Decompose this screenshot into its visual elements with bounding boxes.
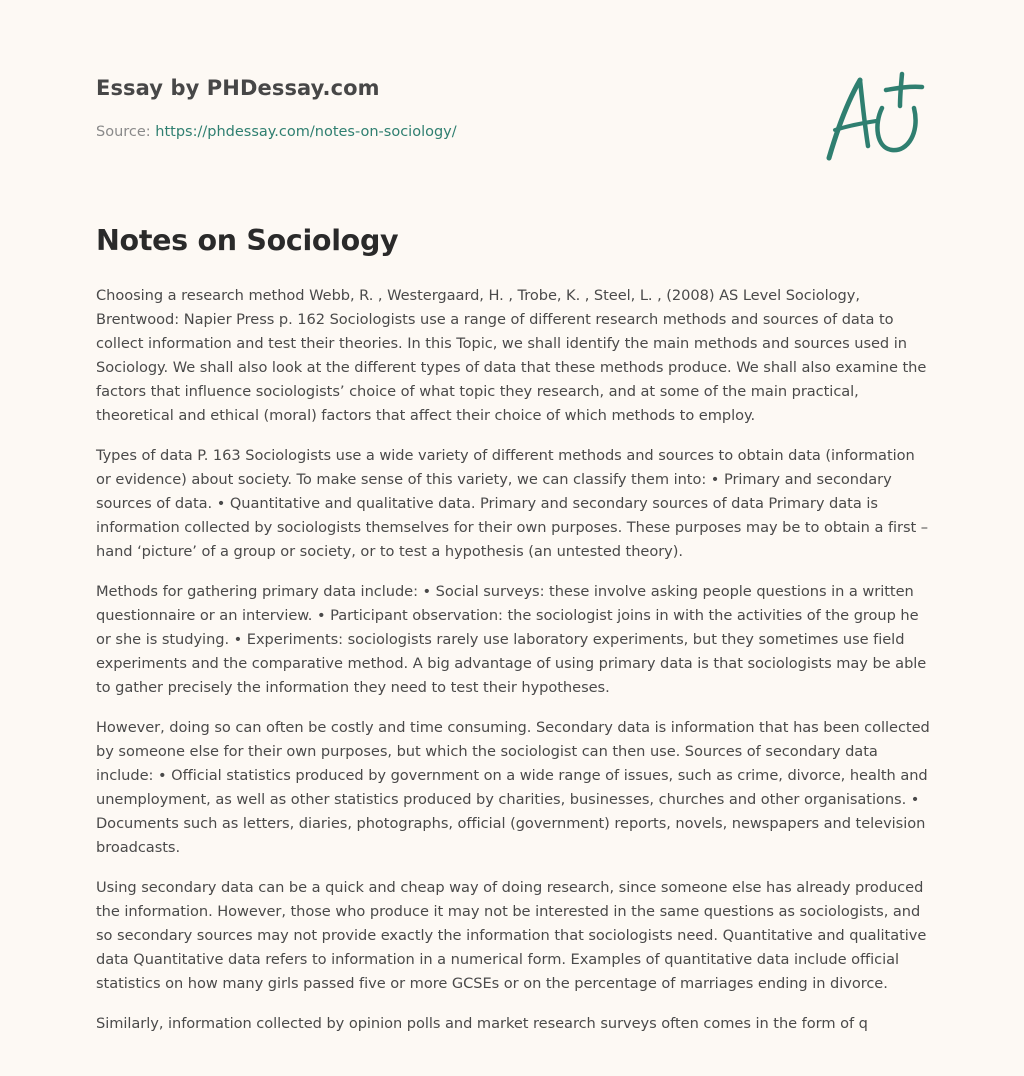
source-label: Source: [96,124,156,140]
essay-paragraph: Similarly, information collected by opinion polls and market research surveys often comes in the form of q [96,1015,868,1032]
site-title: Essay by PHDessay.com [96,76,380,100]
source-line [96,124,457,140]
essay-paragraph: Methods for gathering primary data include: • Social surveys: these involve asking people questions in a written questionnaire or an interview. • Participant observation: the sociologist joins in with the activities of the group he or she is studying. • Experiments: sociologists rarely use laboratory experiments, but they sometimes use field experiments and the comparative method. A big advantage of using primary data is that sociologists may be able to gather precisely the information they need to test their hypotheses. [96,583,927,696]
a-plus-logo-icon [818,68,930,168]
essay-paragraph: Using secondary data can be a quick and cheap way of doing research, since someone else has already produced the information. However, those who produce it may not be interested in the same questions as sociologists, and so secondary sources may not provide exactly the information that sociologists need. Quantitative and qualitative data Quantitative data refers to information in a numerical form. Examples of quantitative data include official statistics on how many girls passed five or more GCSEs or on the percentage of marriages ending in divorce. [96,879,927,992]
essay-title: Notes on Sociology [96,224,399,257]
essay-paragraph: However, doing so can often be costly and time consuming. Secondary data is information that has been collected by someone else for their own purposes, but which the sociologist can then use. Sources of secondary data include: • Official statistics produced by government on a wide range of issues, such as crime, divorce, health and unemployment, as well as other statistics produced by charities, businesses, churches and other organisations. • Documents such as letters, diaries, photographs, official (government) reports, novels, newspapers and television broadcasts. [96,719,930,856]
source-link[interactable]: https://phdessay.com/notes-on-sociology/ [155,124,457,140]
essay-paragraph: Choosing a research method Webb, R. , Westergaard, H. , Trobe, K. , Steel, L. , (2008) AS Level Sociology, Brentwood: Napier Press p. 162 Sociologists use a range of different research methods and sources of data to collect information and test their theories. In this Topic, we shall identify the main methods and sources used in Sociology. We shall also look at the different types of data that these methods produce. We shall also examine the factors that influence sociologists’ choice of what topic they research, and at some of the main practical, theoretical and ethical (moral) factors that affect their choice of which methods to employ. [96,287,927,424]
essay-body [96,284,932,1052]
essay-paragraph: Types of data P. 163 Sociologists use a wide variety of different methods and sources to obtain data (information or evidence) about society. To make sense of this variety, we can classify them into: • Primary and secondary sources of data. • Quantitative and qualitative data. Primary and secondary sources of data Primary data is information collected by sociologists themselves for their own purposes. These purposes may be to obtain a first – hand ‘picture’ of a group or society, or to test a hypothesis (an untested theory). [96,447,929,560]
